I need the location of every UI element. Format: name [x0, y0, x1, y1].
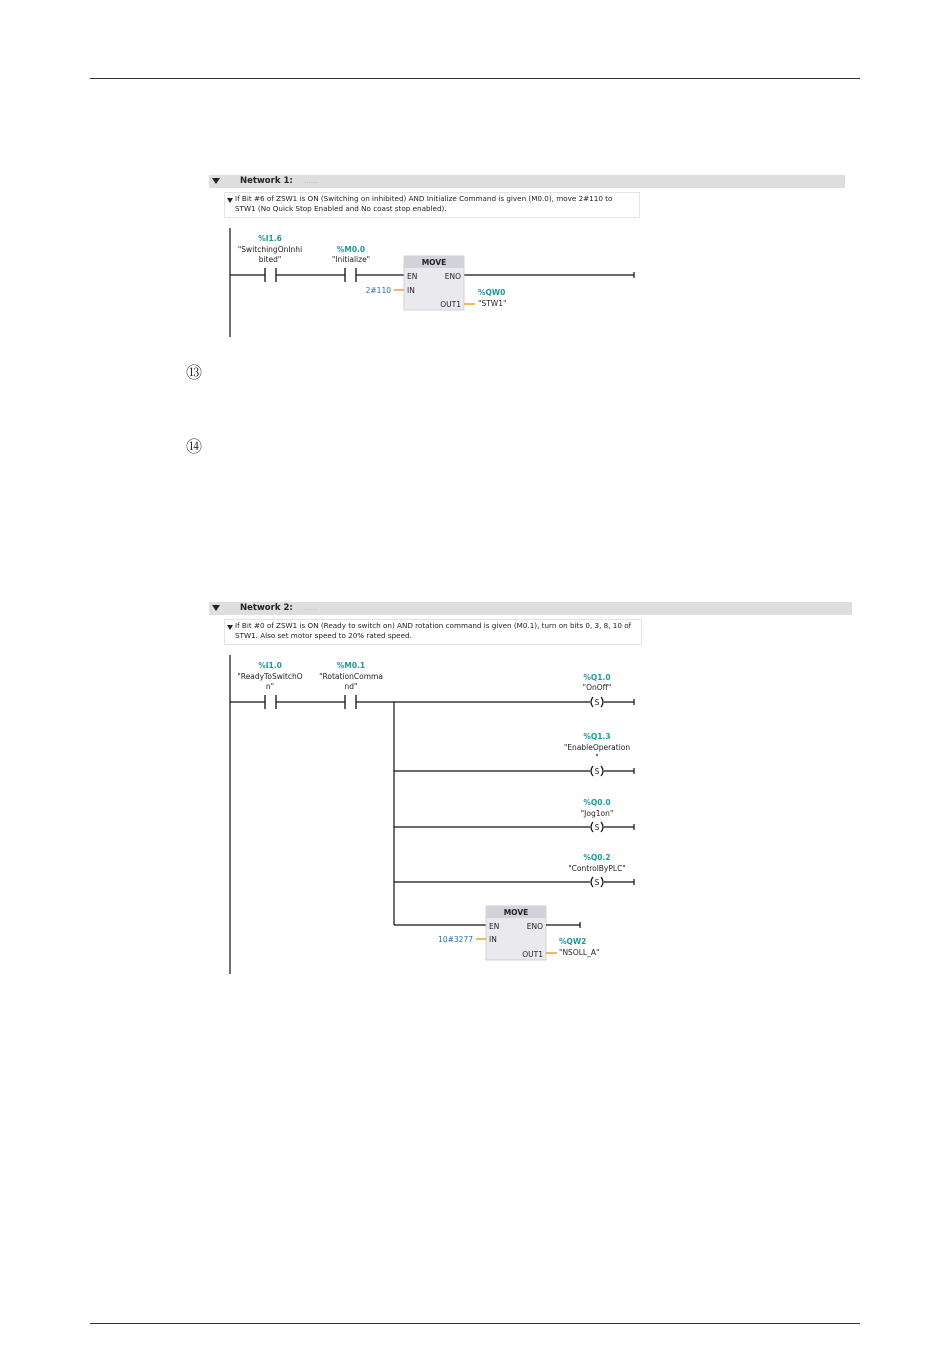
- contact-name-line2: nd": [344, 682, 358, 691]
- contact-name-line2: bited": [258, 255, 282, 264]
- coil-name-line1: "OnOff": [582, 683, 612, 692]
- coil-type: S: [594, 767, 600, 776]
- contact-address: %I1.6: [258, 234, 282, 243]
- step-marker-13: ⑬: [186, 363, 203, 382]
- coil-Q1-0[interactable]: [583, 673, 634, 707]
- coil-Q1-3[interactable]: [564, 732, 634, 776]
- move-en-pin: EN: [489, 922, 500, 931]
- contact-name-line1: "Initialize": [331, 255, 371, 264]
- move-in-pin: IN: [407, 286, 415, 295]
- coil-address: %Q1.3: [583, 732, 611, 741]
- contact-address: %M0.0: [336, 245, 366, 254]
- coil-name-line2: ": [595, 753, 599, 762]
- network-2-title: Network 2:: [240, 603, 293, 613]
- move-title: MOVE: [503, 908, 529, 917]
- move-eno-pin: ENO: [526, 922, 543, 931]
- coil-type: S: [594, 823, 600, 832]
- move-eno-pin: ENO: [444, 272, 461, 281]
- move-title: MOVE: [421, 258, 447, 267]
- move-in-pin: IN: [489, 935, 497, 944]
- contact-name-line1: "SwitchingOnInhi: [237, 245, 303, 254]
- contact-name-line2: n": [265, 682, 275, 691]
- coil-address: %Q0.0: [583, 798, 611, 807]
- step-marker-14: ⑭: [186, 437, 203, 456]
- network-2-title-placeholder: ......: [304, 604, 318, 612]
- contact-name-line1: "RotationComma: [319, 672, 383, 681]
- move-block-2[interactable]: [486, 906, 546, 960]
- move-out-address: %QW2: [559, 937, 587, 946]
- coil-name-line1: "ControlByPLC": [568, 864, 626, 873]
- move-in-value[interactable]: 10#3277: [438, 935, 473, 944]
- coil-type: S: [594, 698, 600, 707]
- coil-address: %Q1.0: [583, 673, 611, 682]
- move-out-name[interactable]: "NSOLL_A": [559, 948, 600, 957]
- network-1-comment-text: If Bit #6 of ZSW1 is ON (Switching on inhibited) AND Initialize Command is given (M0.0), move 2#110 to STW1 (No Quick Stop Enabled and No coast stop enabled).: [235, 194, 613, 213]
- coil-type: S: [594, 878, 600, 887]
- move-out-pin: OUT1: [522, 950, 543, 959]
- contact-address: %M0.1: [336, 661, 366, 670]
- coil-address: %Q0.2: [583, 853, 611, 862]
- network-1-title: Network 1:: [240, 176, 293, 186]
- network-2-comment-text: If Bit #0 of ZSW1 is ON (Ready to switch on) AND rotation command is given (M0.1), turn on bits 0, 3, 8, 10 of STW1. Also set motor speed to 20% rated speed.: [235, 621, 632, 640]
- contact-name-line1: "ReadyToSwitchO: [237, 672, 303, 681]
- contact-address: %I1.0: [258, 661, 282, 670]
- move-en-pin: EN: [407, 272, 418, 281]
- move-out-name[interactable]: "STW1": [478, 299, 507, 308]
- coil-name-line1: "Jog1on": [580, 809, 614, 818]
- network-1-title-placeholder: ......: [304, 177, 318, 185]
- move-out-pin: OUT1: [440, 300, 461, 309]
- move-out-address: %QW0: [478, 288, 506, 297]
- move-in-value[interactable]: 2#110: [365, 286, 391, 295]
- coil-name-line1: "EnableOperation: [563, 743, 631, 752]
